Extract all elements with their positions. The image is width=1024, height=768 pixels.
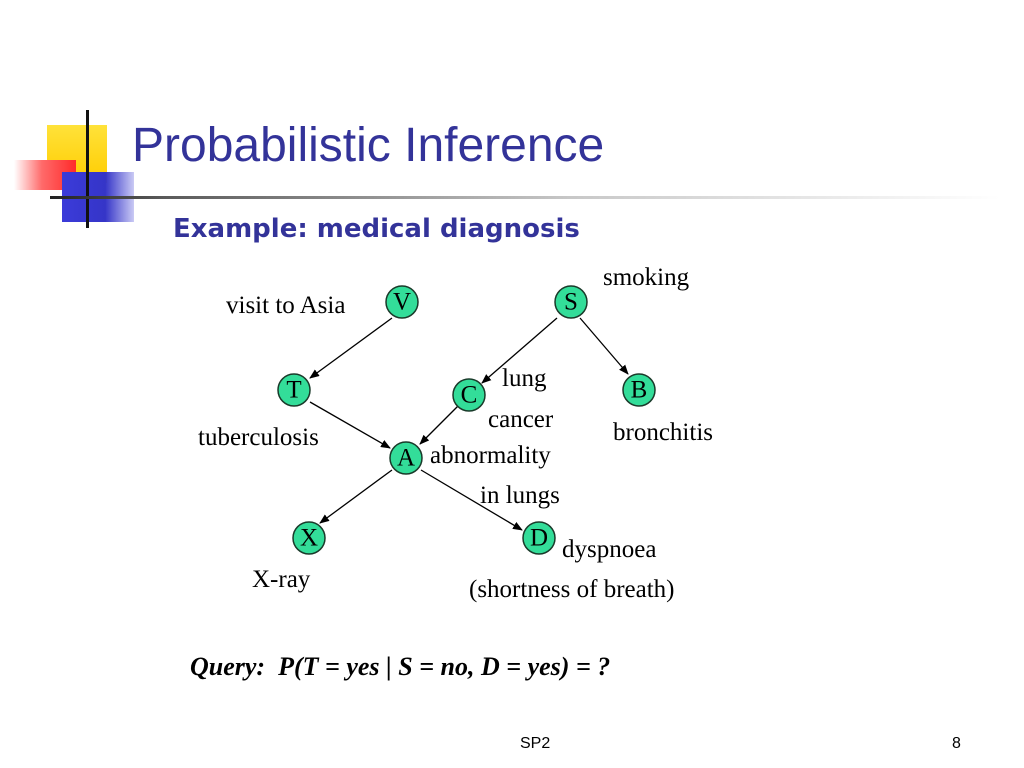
edge-c-to-a: [420, 406, 458, 444]
label-abnormality: abnormality: [430, 442, 551, 469]
query-text: Query: P(T = yes | S = no, D = yes) = ?: [190, 652, 611, 681]
node-a-letter: A: [396, 444, 416, 472]
label-smoking: smoking: [603, 264, 690, 291]
node-s-letter: S: [564, 288, 578, 316]
node-s: [555, 286, 587, 318]
node-c-letter: C: [460, 381, 478, 409]
edge-s-to-b: [580, 318, 628, 374]
label-tuberculosis: tuberculosis: [198, 424, 319, 451]
footer-label: SP2: [520, 735, 551, 752]
node-x-letter: X: [299, 524, 319, 552]
edge-a-to-x: [320, 470, 392, 523]
slide-subtitle: Example: medical diagnosis: [173, 214, 580, 244]
node-v-letter: V: [392, 288, 412, 316]
label-x-ray: X-ray: [252, 566, 311, 593]
label-cancer: cancer: [488, 406, 554, 433]
edge-v-to-t: [310, 318, 392, 378]
node-a: [390, 442, 422, 474]
node-t-letter: T: [286, 376, 302, 404]
node-b-letter: B: [630, 376, 648, 404]
label-visit-to-asia: visit to Asia: [226, 292, 346, 319]
page-number: 8: [952, 735, 961, 752]
node-x: [293, 522, 325, 554]
edge-t-to-a: [310, 402, 390, 448]
node-b: [623, 374, 655, 406]
label-lung: lung: [502, 365, 547, 392]
label-bronchitis: bronchitis: [613, 419, 713, 446]
node-d: [523, 522, 555, 554]
node-v: [386, 286, 418, 318]
node-t: [278, 374, 310, 406]
node-d-letter: D: [529, 524, 549, 552]
label-dyspnoea: dyspnoea: [562, 536, 657, 563]
node-c: [453, 379, 485, 411]
slide-title: Probabilistic Inference: [132, 119, 605, 172]
label-in-lungs: in lungs: [480, 482, 560, 509]
label-shortness-of-breath: (shortness of breath): [469, 576, 675, 603]
